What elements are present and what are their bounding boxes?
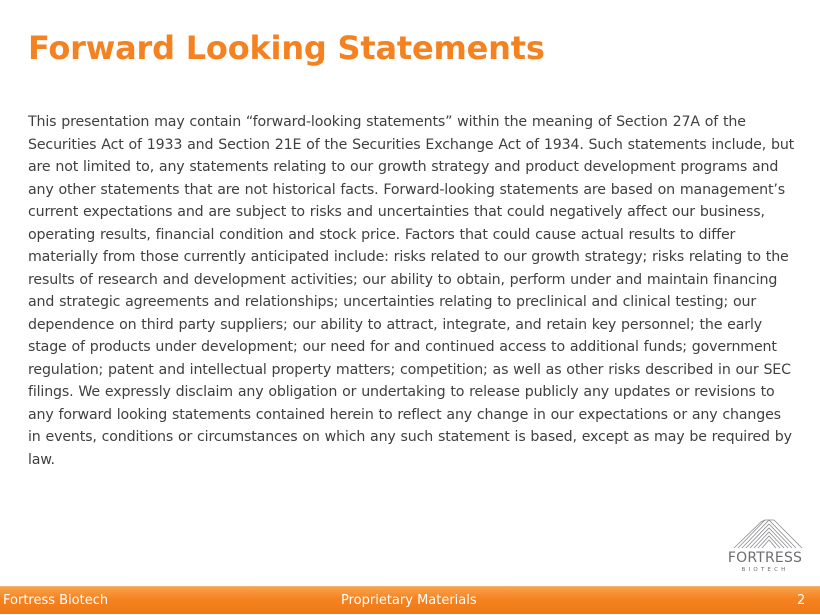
logo-subtitle: BIOTECH — [741, 567, 789, 573]
logo-wordmark: FORTRESS — [727, 550, 803, 566]
footer-company-name: Fortress Biotech — [3, 593, 109, 608]
slide-title: Forward Looking Statements — [28, 29, 545, 67]
footer-bar — [0, 586, 820, 614]
fortress-biotech-logo — [722, 516, 808, 578]
footer-confidentiality-label: Proprietary Materials — [341, 593, 477, 608]
fortress-mountain-icon — [722, 516, 808, 550]
page-number: 2 — [797, 593, 806, 608]
forward-looking-statement-text: This presentation may contain “forward-looking statements” within the meaning of Section 27A of the Securities Act of 1933 and Section 21E of the Securities Exchange Act of 1934. Such statements include, but are not limited to, any statements relating to our growth strategy and product development programs and any other statements that are not historical facts. Forward-looking statements are based on management’s current expectations and are subject to risks and uncertainties that could negatively affect our business, operating results, financial condition and stock price. Factors that could cause actual results to differ materially from those currently anticipated include: risks related to our growth strategy; risks relating to the results of research and development activities; our ability to obtain, perform under and maintain financing and strategic agreements and relationships; uncertainties relating to preclinical and clinical testing; our dependence on third party suppliers; our ability to attract, integrate, and retain key personnel; the early stage of products under development; our need for and continued access to additional funds; government regulation; patent and intellectual property matters; competition; as well as other risks described in our SEC filings. We expressly disclaim any obligation or undertaking to release publicly any updates or revisions to any forward looking statements contained herein to reflect any change in our expectations or any changes in events, conditions or circumstances on which any such statement is based, except as may be required by law. — [28, 114, 795, 468]
